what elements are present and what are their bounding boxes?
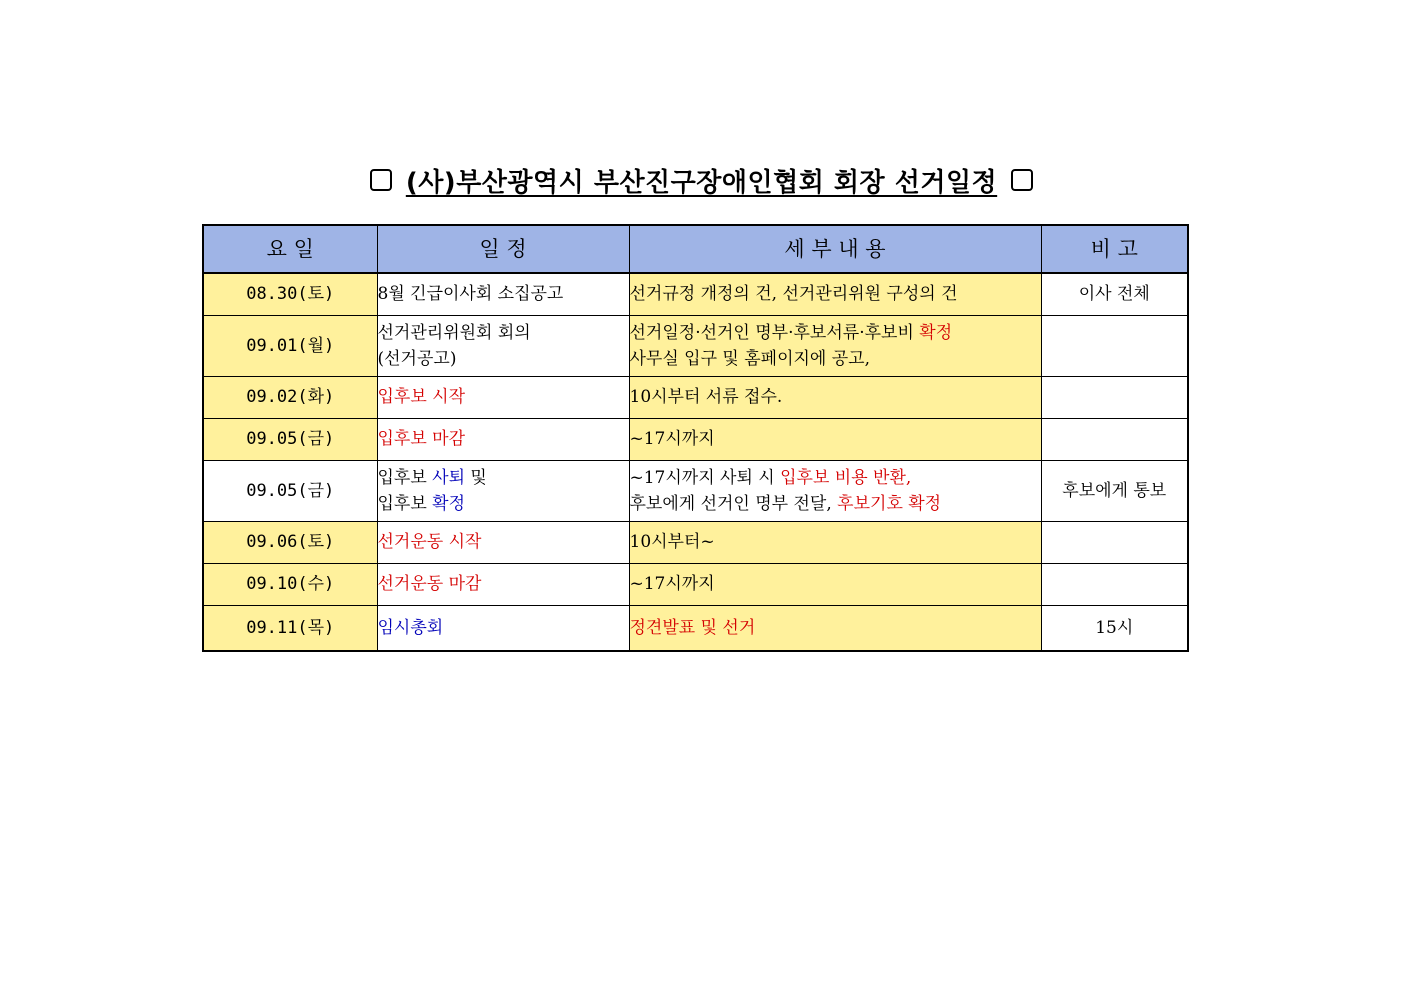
row-note — [1041, 315, 1188, 376]
row-detail — [629, 315, 1041, 376]
table-header-row — [203, 225, 1188, 273]
table-row — [203, 563, 1188, 605]
header-note: 비 고 — [1041, 225, 1188, 273]
table-row — [203, 521, 1188, 563]
row-note: 후보에게 통보 — [1041, 460, 1188, 521]
row-detail-line: 사무실 입구 및 홈페이지에 공고, — [629, 348, 871, 369]
detail-highlight: 후보기호 확정 — [837, 493, 942, 514]
row-detail: 정견발표 및 선거 — [629, 605, 1041, 651]
detail-highlight: 확정 — [919, 322, 953, 343]
table-row — [203, 418, 1188, 460]
row-note — [1041, 418, 1188, 460]
row-date: 09.05(금) — [203, 418, 377, 460]
row-detail: 10시부터 서류 접수. — [629, 376, 1041, 418]
row-detail — [629, 460, 1041, 521]
event-highlight: 확정 — [432, 493, 466, 514]
table-row — [203, 315, 1188, 376]
checkbox-right-icon — [1011, 169, 1033, 191]
table-row — [203, 376, 1188, 418]
table-row — [203, 605, 1188, 651]
row-event: 8월 긴급이사회 소집공고 — [377, 273, 629, 315]
detail-text: 선거일정·선거인 명부·후보서류·후보비 — [629, 322, 920, 343]
header-details: 세 부 내 용 — [629, 225, 1041, 273]
row-event — [377, 315, 629, 376]
row-note — [1041, 521, 1188, 563]
row-event: 선거운동 마감 — [377, 563, 629, 605]
row-date: 08.30(토) — [203, 273, 377, 315]
row-note: 15시 — [1041, 605, 1188, 651]
row-detail-line — [630, 465, 1041, 491]
table-row — [203, 273, 1188, 315]
row-event: 입후보 마감 — [377, 418, 629, 460]
checkbox-left-icon — [370, 169, 392, 191]
header-schedule: 일 정 — [377, 225, 629, 273]
page-title: (사)부산광역시 부산진구장애인협회 회장 선거일정 — [405, 167, 998, 198]
detail-text: 후보에게 선거인 명부 전달, — [629, 493, 838, 514]
title-row — [0, 158, 1403, 202]
row-date: 09.02(화) — [203, 376, 377, 418]
row-detail: 선거규정 개정의 건, 선거관리위원 구성의 건 — [629, 273, 1041, 315]
row-event: 입후보 시작 — [377, 376, 629, 418]
row-note: 이사 전체 — [1041, 273, 1188, 315]
row-detail: ~17시까지 — [629, 418, 1041, 460]
row-event-line — [378, 465, 629, 491]
row-date: 09.05(금) — [203, 460, 377, 521]
detail-highlight: 입후보 비용 반환, — [780, 467, 912, 488]
event-highlight: 사퇴 — [432, 467, 466, 488]
row-note — [1041, 563, 1188, 605]
row-date: 09.06(토) — [203, 521, 377, 563]
row-date: 09.01(월) — [203, 315, 377, 376]
row-detail-line — [630, 320, 1041, 346]
row-date: 09.11(목) — [203, 605, 377, 651]
row-note — [1041, 376, 1188, 418]
row-event-line: 선거관리위원회 회의 — [377, 322, 531, 343]
event-text: 입후보 — [377, 467, 433, 488]
row-event — [377, 460, 629, 521]
event-text: 입후보 — [377, 493, 433, 514]
schedule-table — [202, 224, 1189, 652]
row-date: 09.10(수) — [203, 563, 377, 605]
table-row — [203, 460, 1188, 521]
row-event-line — [378, 491, 629, 517]
row-event: 임시총회 — [377, 605, 629, 651]
row-detail-line — [630, 491, 1041, 517]
detail-text: ~17시까지 사퇴 시 — [629, 467, 781, 488]
row-event: 선거운동 시작 — [377, 521, 629, 563]
row-event-line: (선거공고) — [377, 348, 457, 369]
row-detail: 10시부터~ — [629, 521, 1041, 563]
event-text: 및 — [465, 467, 487, 488]
header-date: 요 일 — [203, 225, 377, 273]
row-detail: ~17시까지 — [629, 563, 1041, 605]
